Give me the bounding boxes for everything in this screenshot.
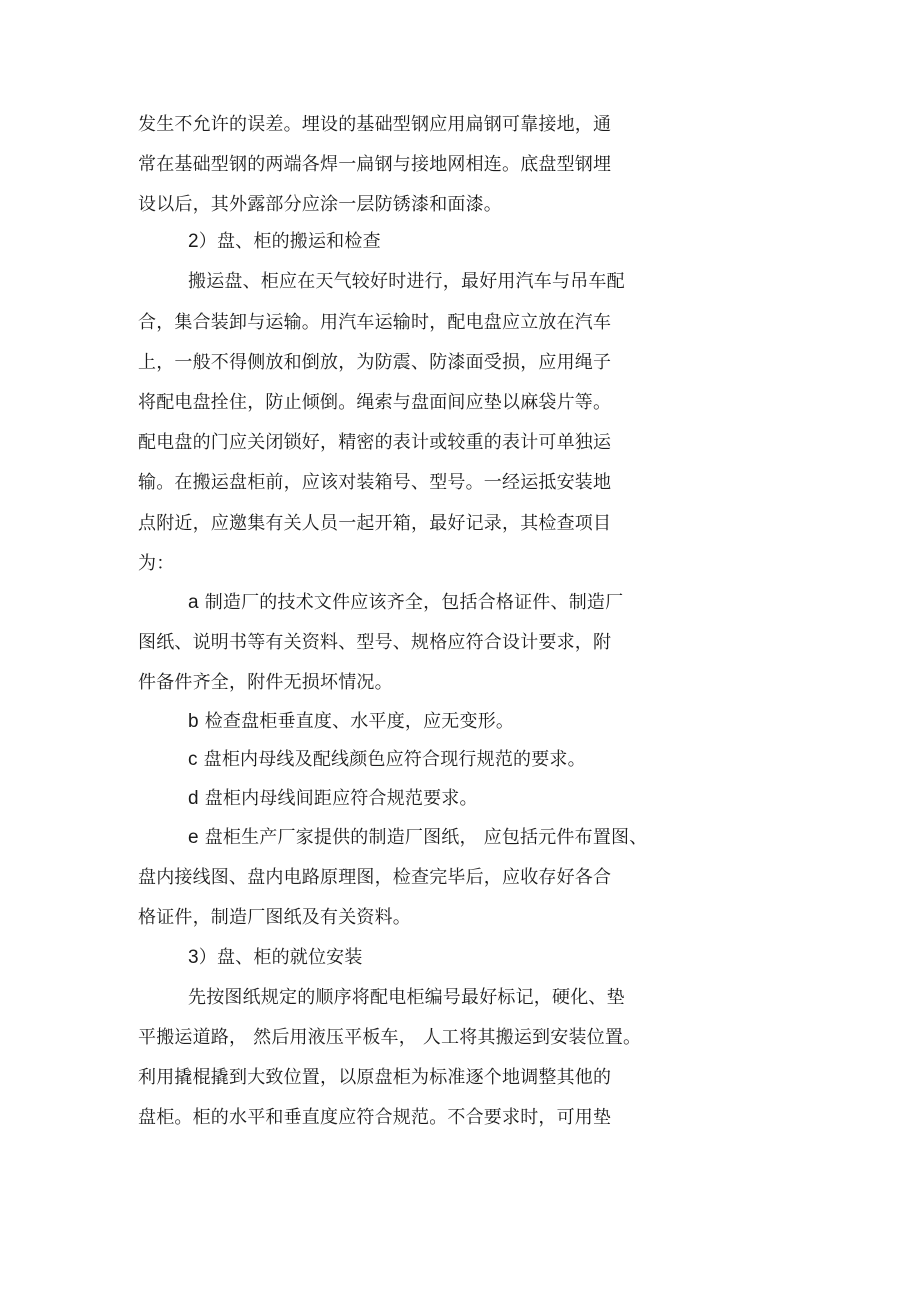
paragraph-line: 为：	[138, 553, 175, 574]
list-item-line: 格证件，制造厂图纸及有关资料。	[138, 907, 411, 928]
heading-text: ）盘、柜的就位安装	[198, 947, 363, 968]
heading-number: 2	[188, 231, 199, 252]
list-item-a	[188, 591, 623, 615]
paragraph-line: 合，集合装卸与运输。用汽车运输时，配电盘应立放在汽车	[138, 312, 612, 333]
paragraph-line: 配电盘的门应关闭锁好，精密的表计或较重的表计可单独运	[138, 432, 612, 453]
paragraph-line: 盘柜。柜的水平和垂直度应符合规范。不合要求时，可用垫	[138, 1107, 612, 1128]
paragraph-line: 设以后，其外露部分应涂一层防锈漆和面漆。	[138, 194, 502, 215]
paragraph-line: 先按图纸规定的顺序将配电柜编号最好标记，硬化、垫	[188, 987, 625, 1008]
item-label: b	[188, 711, 199, 732]
item-text: 检查盘柜垂直度、水平度，应无变形。	[204, 711, 515, 732]
item-text: 盘柜内母线间距应符合规范要求。	[204, 788, 478, 809]
list-item-e	[188, 826, 647, 850]
paragraph-line: 搬运盘、柜应在天气较好时进行，最好用汽车与吊车配	[188, 271, 625, 292]
paragraph-line: 发生不允许的误差。埋设的基础型钢应用扁钢可靠接地，通	[138, 114, 612, 135]
paragraph-line: 将配电盘拴住，防止倾倒。绳索与盘面间应垫以麻袋片等。	[138, 392, 612, 413]
section-heading-2	[188, 230, 381, 254]
paragraph-line: 平搬运道路， 然后用液压平板车， 人工将其搬运到安装位置。	[138, 1027, 642, 1048]
list-item-d	[188, 787, 478, 811]
heading-text: ）盘、柜的搬运和检查	[198, 231, 381, 252]
item-label: a	[188, 592, 199, 613]
item-text: 制造厂的技术文件应该齐全，包括合格证件、制造厂	[204, 592, 624, 613]
paragraph-line: 上，一般不得侧放和倒放，为防震、防漆面受损，应用绳子	[138, 352, 612, 373]
item-text: 盘柜内母线及配线颜色应符合现行规范的要求。	[203, 749, 586, 770]
list-item-line: 图纸、说明书等有关资料、型号、规格应符合设计要求，附	[138, 632, 612, 653]
item-label: d	[188, 788, 199, 809]
paragraph-line: 常在基础型钢的两端各焊一扁钢与接地网相连。底盘型钢埋	[138, 154, 612, 175]
item-label: c	[188, 749, 198, 770]
list-item-line: 件备件齐全，附件无损坏情况。	[138, 672, 393, 693]
item-text: 盘柜生产厂家提供的制造厂图纸， 应包括元件布置图、	[204, 827, 648, 848]
list-item-line: 盘内接线图、盘内电路原理图，检查完毕后，应收存好各合	[138, 867, 612, 888]
paragraph-line: 点附近，应邀集有关人员一起开箱，最好记录，其检查项目	[138, 513, 612, 534]
item-label: e	[188, 827, 199, 848]
list-item-b	[188, 710, 514, 734]
paragraph-line: 利用撬棍撬到大致位置，以原盘柜为标准逐个地调整其他的	[138, 1067, 612, 1088]
list-item-c	[188, 748, 586, 772]
section-heading-3	[188, 946, 363, 970]
heading-number: 3	[188, 947, 199, 968]
paragraph-line: 输。在搬运盘柜前，应该对装箱号、型号。一经运抵安装地	[138, 472, 612, 493]
